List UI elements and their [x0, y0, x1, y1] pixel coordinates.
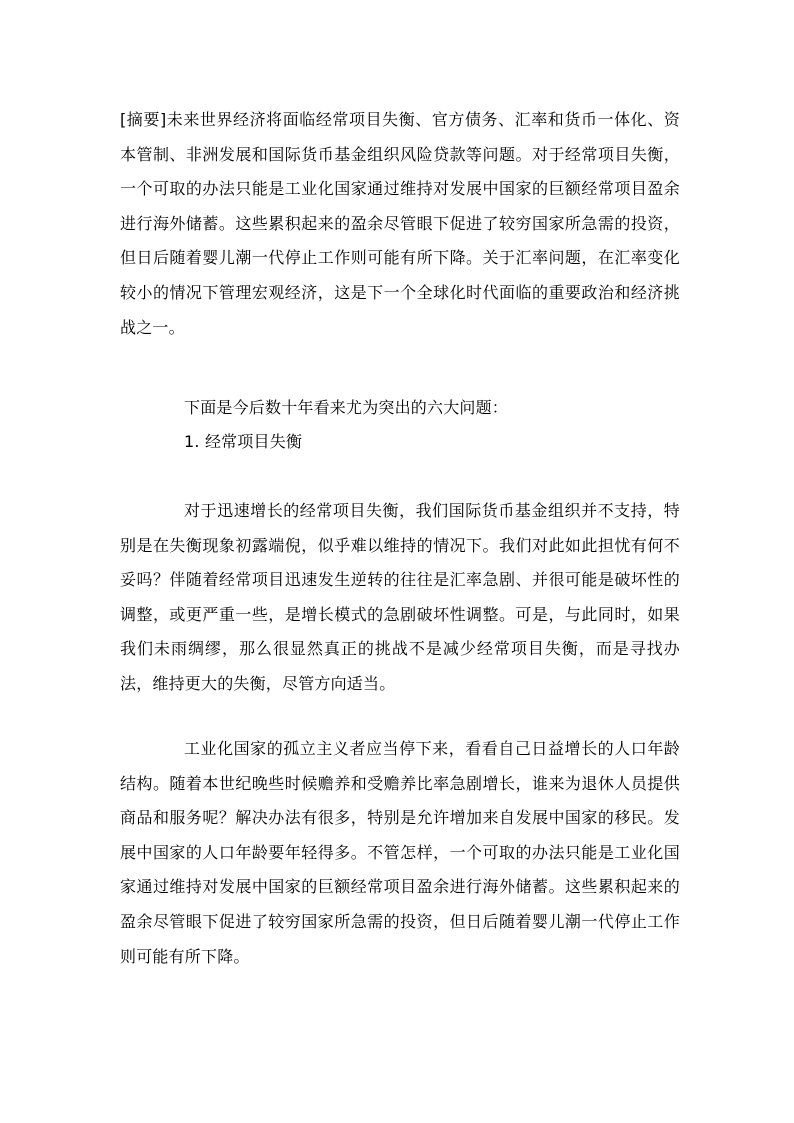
intro-sentence: 下面是今后数十年看来尤为突出的六大问题： — [184, 398, 509, 417]
body-paragraph: 对于迅速增长的经常项目失衡，我们国际货币基金组织并不支持，特别是在失衡现象初露端倪，似乎难以维持的情况下。我们对此如此担忧有何不妥吗？伴随着经常项目迅速发生逆转的往往是汇率急剧、并很可能是破坏性的调整，或更严重一些，是增长模式的急剧破坏性调整。可是，与此同时，如果我们未雨绸缪，那么很显然真正的挑战不是减少经常项目失衡，而是寻找办法，维持更大的失衡，尽管方向适当。 — [120, 501, 680, 693]
section-heading: 1. 经常项目失衡 — [184, 432, 303, 451]
abstract-paragraph: [摘要]未来世界经济将面临经常项目失衡、官方债务、汇率和货币一体化、资本管制、非洲发展和国际货币基金组织风险贷款等问题。对于经常项目失衡，一个可取的办法只能是工业化国家通过维持对发展中国家的巨额经常项目盈余进行海外储蓄。这些累积起来的盈余尽管眼下促进了较穷国家所急需的投资，但日后随着婴儿潮一代停止工作则可能有所下降。关于汇率问题，在汇率变化较小的情况下管理宏观经济，这是下一个全球化时代面临的重要政治和经济挑战之一。 — [120, 110, 680, 337]
body-paragraph: 工业化国家的孤立主义者应当停下来，看看自己日益增长的人口年龄结构。随着本世纪晚些时候赡养和受赡养比率急剧增长，谁来为退休人员提供商品和服务呢？解决办法有很多，特别是允许增加来自发展中国家的移民。发展中国家的人口年龄要年轻得多。不管怎样，一个可取的办法只能是工业化国家通过维持对发展中国家的巨额经常项目盈余进行海外储蓄。这些累积起来的盈余尽管眼下促进了较穷国家所急需的投资，但日后随着婴儿潮一代停止工作则可能有所下降。 — [120, 739, 680, 966]
